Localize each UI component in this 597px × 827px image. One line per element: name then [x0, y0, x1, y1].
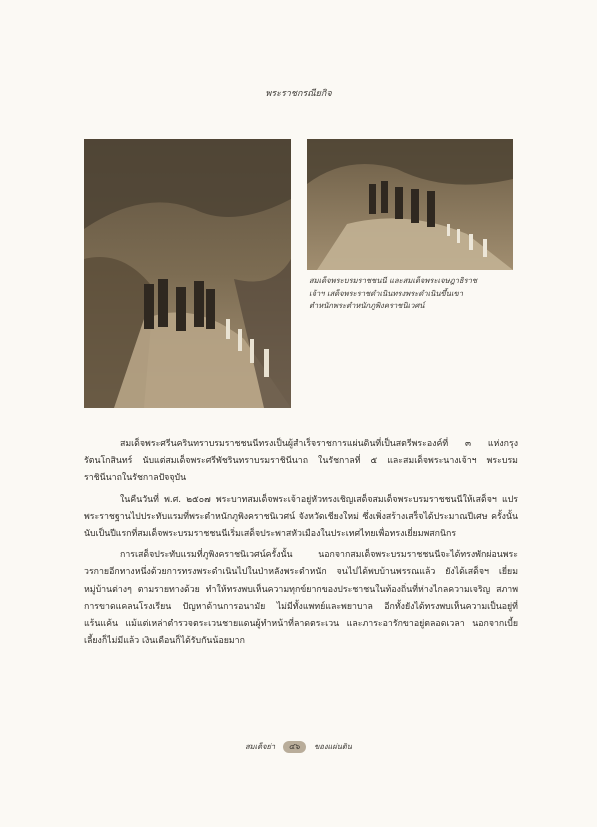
photo-caption: [309, 275, 519, 313]
body-text: [84, 436, 518, 654]
footer-right-text: ของแผ่นดิน: [314, 742, 352, 751]
body-paragraph: สมเด็จพระศรีนครินทราบรมราชชนนีทรงเป็นผู้สำเร็จราชการแผ่นดินที่เป็นสตรีพระองค์ที่ ๓ แห่งกรุงรัตนโกสินทร์ นับแต่สมเด็จพระศรีพัชรินทราบรมราชินีนาถ ในรัชกาลที่ ๕ และสมเด็จพระนางเจ้าฯ พระบรมราชินีนาถในรัชกาลปัจจุบัน: [84, 439, 518, 484]
running-header: พระราชกรณียกิจ: [265, 89, 332, 99]
caption-line: สมเด็จพระบรมราชชนนี และสมเด็จพระเจษฎาธิราช: [309, 276, 478, 285]
footer-left-text: สมเด็จย่า: [245, 742, 276, 751]
page-footer: [0, 741, 597, 753]
photo-forest-path-left: [84, 139, 291, 408]
photo-forest-path-left-image: [84, 139, 291, 408]
photo-forest-path-right-image: [307, 139, 513, 270]
caption-line: เจ้าฯ เสด็จพระราชดำเนินทรงพระดำเนินขึ้นเขา: [309, 288, 463, 298]
body-paragraph: ในคืนวันที่ พ.ศ. ๒๕๐๗ พระบาทสมเด็จพระเจ้าอยู่หัวทรงเชิญเสด็จสมเด็จพระบรมราชชนนีให้เสด็จฯ แปรพระราชฐานไปประทับแรมที่พระตำหนักภูพิงคราชนิเวศน์ จังหวัดเชียงใหม่ ซึ่งเพิ่งสร้างเสร็จได้ประมาณปีเศษ ครั้งนั้นนับเป็นปีแรกที่สมเด็จพระบรมราชชนนีเริ่มเสด็จประพาสหัวเมืองในประเทศไทยเพื่อทรงเยี่ยมพสกนิกร: [84, 494, 518, 540]
photo-forest-path-right: [307, 139, 513, 270]
caption-line: ตำหนักพระตำหนักภูพิงคราชนิเวศน์: [309, 301, 425, 310]
body-paragraph: การเสด็จประทับแรมที่ภูพิงคราชนิเวศน์ครั้งนั้น นอกจากสมเด็จพระบรมราชชนนีจะได้ทรงพักผ่อนพระวรกายอีกทางหนึ่งด้วยการทรงพระดำเนินไปในป่าหลังพระตำหนัก จนไปได้พบบ้านพรรณแล้ว ยังได้เสด็จฯ เยี่ยมหมู่บ้านต่างๆ ตามรายทางด้วย ทำให้ทรงพบเห็นความทุกข์ยากของประชาชนในท้องถิ่นที่ห่างไกลความเจริญ สภาพการขาดแคลนโรงเรียน ปัญหาด้านการอนามัย ไม่มีทั้งแพทย์และพยาบาล อีกทั้งยังได้ทรงพบเห็นความเป็นอยู่ที่แร้นแค้น แม้แต่เหล่าตำรวจตระเวนชายแดนผู้ทำหน้าที่ลาดตระเวน และภาระอารักขาอยู่ตลอดเวลา นอกจากเบี้ยเลี้ยงก็ไม่มีแล้ว เงินเดือนก็ได้รับกันน้อยมาก: [84, 550, 518, 647]
page-number: ๔๖: [283, 741, 306, 753]
